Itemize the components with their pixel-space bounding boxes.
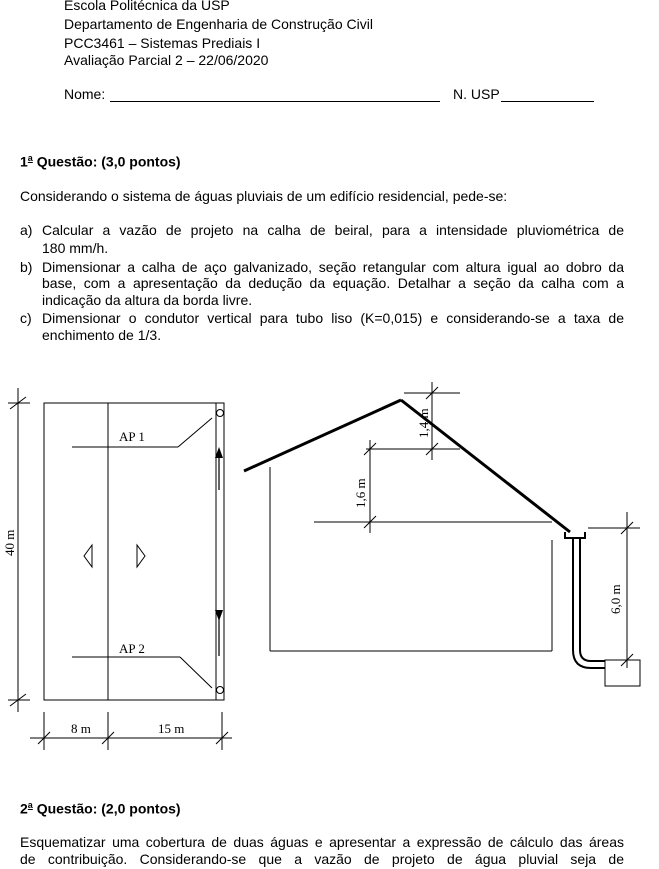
item-a-line-2: 180 mm/h. [42,240,109,256]
course-name: PCC3461 – Sistemas Prediais I [64,35,261,51]
name-label: Nome: [64,86,106,102]
question-2-line-1: Esquematizar uma cobertura de duas águas e apresentar a expressão de cálculo das áreas [20,834,624,850]
item-c-letter: c) [20,310,32,326]
eave-gutter [565,532,585,538]
slope-arrow-right-icon [137,545,145,567]
downspout-pipe [573,538,605,668]
item-b-letter: b) [20,259,33,275]
plan-height-label: 40 m [2,529,17,556]
question-1-intro: Considerando o sistema de águas pluviais de um edifício residencial, pede-se: [20,188,508,204]
item-b-line-3: indicação da altura da borda livre. [42,292,253,308]
name-field[interactable] [110,101,440,102]
item-a-line-1: Calcular a vazão de projeto na calha de beiral, para a intensidade pluviométrica de [42,222,624,238]
usp-number-field[interactable] [501,101,594,102]
item-b-line-2: base, com a apresentação da dedução da equação. Detalhar a seção da calha com a [42,275,624,291]
ap1-label: AP 1 [119,429,145,444]
item-b-line-1: Dimensionar a calha de aço galvanizado, seção retangular com altura igual ao dobro da [42,259,624,275]
usp-number-label: N. USP [453,86,500,102]
question-2-title: 2$^a$ Questão: (2,0 pontos) [20,800,181,817]
question-2-line-2: de contribuição. Considerando-se que a vazão de projeto de água pluvial seja de [20,851,624,867]
left-roof-slope [244,400,401,471]
downspout-ap2-icon [217,687,224,694]
ridge-height-label: 1,4 m [416,408,431,438]
item-c-line-1: Dimensionar o condutor vertical para tubo liso (K=0,015) e considerando-se a taxa de [42,310,624,326]
school-name: Escola Politécnica da USP [64,0,230,13]
eave-height-label: 1,6 m [353,478,368,508]
downspout-ap1-icon [217,410,224,417]
wall-height-label: 6,0 m [608,584,623,614]
ap2-label: AP 2 [119,641,145,656]
width-right-label: 15 m [158,721,185,736]
item-a-letter: a) [20,222,33,238]
roof-drainage-figure [0,375,659,760]
question-1-title: 1$^a$ Questão: (3,0 pontos) [20,153,181,170]
slope-arrow-left-icon [84,545,92,567]
item-c-line-2: enchimento de 1/3. [42,327,162,343]
width-left-label: 8 m [71,721,91,736]
department-name: Departamento de Engenharia de Construção Civil [64,16,373,32]
exam-title: Avaliação Parcial 2 – 22/06/2020 [64,52,269,68]
